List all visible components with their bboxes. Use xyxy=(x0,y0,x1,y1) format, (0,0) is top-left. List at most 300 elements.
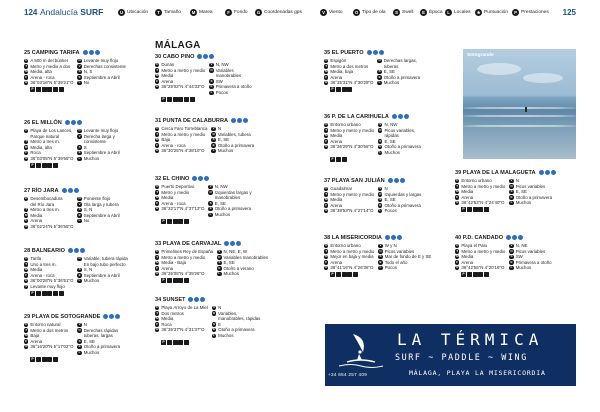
attribute-letter-icon: G xyxy=(325,208,328,213)
facility-icon xyxy=(36,291,41,296)
detail-text: Espigón xyxy=(330,58,347,63)
star-icon xyxy=(231,118,236,123)
facility-icon xyxy=(178,340,183,345)
spot-card xyxy=(155,53,252,102)
spot-name: 29 PLAYA DE SOTOGRANDE xyxy=(24,313,101,320)
detail-text: Metro a metro y medio xyxy=(330,248,375,254)
spot-card xyxy=(324,177,421,214)
legend-item xyxy=(155,9,181,16)
detail-text: Arena xyxy=(330,138,343,144)
rating-stars xyxy=(224,241,241,246)
attribute-letter-icon: F xyxy=(156,321,159,326)
facilities-icons xyxy=(461,207,556,212)
cloud-shape xyxy=(523,73,563,83)
attribute-letter-icon: O xyxy=(78,196,81,200)
star-icon xyxy=(400,178,405,183)
spot-card xyxy=(324,49,420,92)
detail-text: Media xyxy=(161,316,174,322)
attribute-letter-icon: S xyxy=(78,338,81,343)
detail-text: Derechas rápidas xyxy=(83,327,119,333)
legend-letter-icon: V xyxy=(320,9,327,16)
attribute-letter-icon: G xyxy=(25,80,28,85)
spot-details xyxy=(24,256,128,290)
detail-text: N, NW xyxy=(214,184,228,189)
attribute-letter-icon: U xyxy=(325,243,328,247)
attribute-letter-icon: E xyxy=(379,259,382,264)
spot-name: 37 PLAYA SAN JULIÁN xyxy=(324,177,385,184)
facility-icon xyxy=(178,97,183,102)
detail-text: E, SE xyxy=(384,138,396,144)
attribute-letter-icon: V xyxy=(379,186,382,190)
attribute-letter-icon: M xyxy=(324,69,328,74)
attribute-letter-icon: S xyxy=(379,138,382,143)
detail-row xyxy=(24,344,73,350)
attribute-letter-icon: M xyxy=(324,254,328,259)
facility-icon xyxy=(184,340,189,345)
detail-row xyxy=(212,333,261,339)
attribute-letter-icon: O xyxy=(218,254,221,259)
detail-text: Metro y medio a dos xyxy=(30,63,71,69)
facility-icon: P xyxy=(462,207,465,212)
detail-text: 36°02'24"N 5°36'55"O xyxy=(30,223,74,229)
facility-icon xyxy=(347,87,352,92)
star-icon xyxy=(518,235,523,240)
detail-text: Otoño a primavera xyxy=(384,202,421,208)
attribute-letter-icon: F xyxy=(25,74,28,79)
detail-row xyxy=(24,156,73,162)
spot-details xyxy=(155,62,252,96)
attribute-letter-icon: L xyxy=(212,148,215,153)
attribute-letter-icon: F xyxy=(25,150,28,155)
detail-text: Primavera a otoño xyxy=(215,84,252,90)
detail-row xyxy=(378,265,431,271)
detail-text: Variables, tubera xyxy=(217,131,251,137)
detail-column xyxy=(155,184,204,218)
detail-text: Arena - roca xyxy=(161,200,186,206)
facility-icon xyxy=(467,207,472,212)
legend-letter-icon: T xyxy=(155,9,162,16)
attribute-letter-icon: T xyxy=(156,310,159,315)
detail-column xyxy=(378,186,421,214)
star-icon xyxy=(230,241,235,246)
detail-text: Muchos xyxy=(383,80,400,86)
facility-icon xyxy=(184,278,189,283)
detail-text: Muchos xyxy=(218,332,234,338)
detail-row xyxy=(208,212,251,218)
detail-text: Levante muy flojo xyxy=(83,128,119,133)
legend-letter-icon: G xyxy=(256,10,261,15)
spot-details xyxy=(324,186,421,214)
attribute-letter-icon: S xyxy=(210,78,213,83)
attribute-letter-icon: O xyxy=(510,183,513,188)
detail-text: Media xyxy=(330,133,343,139)
attribute-letter-icon: M xyxy=(155,137,159,142)
detail-text: Derechas consistente xyxy=(83,63,126,69)
star-icon xyxy=(512,235,517,240)
legend-letter-icon: F xyxy=(225,9,232,16)
legend-item xyxy=(512,9,549,16)
detail-text: No xyxy=(83,80,90,86)
spot-details xyxy=(455,243,552,271)
star-icon xyxy=(80,248,85,253)
attribute-letter-icon: M xyxy=(324,133,328,138)
detail-text: E, SE xyxy=(515,189,527,195)
facility-icon xyxy=(178,219,183,224)
detail-text: Tarifa xyxy=(30,256,42,261)
detail-text: Mejor en baja y media xyxy=(330,254,374,260)
facility-icon xyxy=(184,219,189,224)
legend-label: Prestaciones xyxy=(521,10,549,15)
attribute-letter-icon: E xyxy=(78,344,81,349)
detail-text: Todo el año xyxy=(384,259,408,265)
detail-text: Primelines Rey de España xyxy=(161,249,214,254)
detail-text: Metro y metro y medio xyxy=(330,127,375,133)
facility-icon xyxy=(167,219,172,224)
detail-text: Metro a metro y medio xyxy=(461,183,506,189)
detail-text: Playa de Los Lances, xyxy=(30,128,73,133)
attribute-letter-icon: E xyxy=(218,265,221,270)
legend-item xyxy=(320,9,343,16)
star-icon xyxy=(68,188,73,193)
detail-text: Muchos xyxy=(83,155,100,161)
cloud-shape xyxy=(477,63,521,75)
photo-caption: Sotogrande xyxy=(467,53,494,58)
detail-text: Izquierdas largas y xyxy=(214,189,252,195)
attribute-letter-icon: V xyxy=(209,184,212,188)
detail-text: N xyxy=(218,305,222,310)
facilities-icons xyxy=(161,97,252,102)
attribute-letter-icon: V xyxy=(25,283,28,288)
attribute-letter-icon: L xyxy=(210,89,213,94)
facility-icon: P xyxy=(31,87,34,92)
attribute-letter-icon: F xyxy=(25,218,28,223)
rating-stars xyxy=(68,248,85,253)
wave-line xyxy=(463,115,576,117)
attribute-letter-icon: U xyxy=(325,58,328,62)
attribute-letter-icon: G xyxy=(156,271,159,276)
star-icon xyxy=(74,248,79,253)
detail-text: Media xyxy=(30,212,43,218)
spot-name: 36 P. DE LA CARIHUELA xyxy=(324,113,389,120)
detail-text: Entorno natural xyxy=(30,322,61,327)
detail-text: Media xyxy=(161,73,174,79)
star-icon xyxy=(224,241,229,246)
detail-text: Septiembre a Abril xyxy=(83,212,120,218)
spot-title xyxy=(155,175,252,182)
legend-label: Swell xyxy=(402,10,414,15)
detail-row xyxy=(155,271,213,277)
facility-icon xyxy=(467,272,472,277)
attribute-letter-icon: U xyxy=(156,184,159,188)
wing-surfer-logo-icon xyxy=(333,330,387,370)
detail-column xyxy=(377,58,420,86)
attribute-letter-icon: G xyxy=(325,265,328,270)
detail-text: 36°16'20"N 5°17'02"O xyxy=(30,344,74,350)
detail-row xyxy=(209,90,251,96)
attribute-letter-icon: L xyxy=(218,271,221,276)
star-icon xyxy=(103,314,108,319)
attribute-letter-icon: E xyxy=(78,212,81,217)
spot-card xyxy=(24,313,120,362)
attribute-letter-icon: O xyxy=(209,189,212,194)
page-number-left: 124 xyxy=(24,8,38,17)
attribute-letter-icon: V xyxy=(78,63,81,68)
wave-line xyxy=(463,125,576,127)
spot-name: 35 EL PUERTO xyxy=(324,49,364,56)
detail-text: E, SE xyxy=(223,260,235,266)
attribute-letter-icon: G xyxy=(456,200,459,205)
detail-row xyxy=(77,350,120,356)
detail-text: Variables, xyxy=(218,310,238,316)
detail-text: Baja xyxy=(161,137,171,143)
attribute-letter-icon: E xyxy=(210,84,213,89)
detail-text: Parque natural xyxy=(30,133,60,139)
legend-letter-icon: S xyxy=(393,9,400,16)
detail-text: 36°03'05"N 5°39'55"O xyxy=(30,155,74,161)
attribute-letter-icon: U xyxy=(156,305,159,309)
detail-text: manobrables, rápidas xyxy=(218,316,261,322)
detail-text: Metro a dos metros xyxy=(330,63,369,69)
attribute-letter-icon: O xyxy=(379,127,382,132)
detail-text: E, SE xyxy=(384,197,396,203)
star-icon xyxy=(194,297,199,302)
attribute-letter-icon: G xyxy=(25,155,28,160)
facility-icon: P xyxy=(162,340,165,345)
star-icon xyxy=(539,170,544,175)
detail-text: 36°41'16"N 4°26'36"O xyxy=(330,265,374,271)
attribute-letter-icon: M xyxy=(24,69,28,74)
detail-row xyxy=(155,84,205,90)
facility-icon: P xyxy=(331,157,334,162)
detail-column xyxy=(77,322,120,356)
star-icon xyxy=(109,314,114,319)
spot-card xyxy=(24,119,120,168)
ad-brand-name: LA TÉRMICA xyxy=(397,330,544,349)
legend-item xyxy=(475,9,508,16)
star-icon xyxy=(385,235,390,240)
facility-icon xyxy=(53,291,58,296)
star-icon xyxy=(551,170,556,175)
spot-title xyxy=(155,53,252,60)
detail-text: Media, alta xyxy=(30,69,52,75)
legend-item xyxy=(190,9,213,16)
spot-title xyxy=(155,296,260,303)
attribute-letter-icon: O xyxy=(379,248,382,253)
detail-text: Metro a tres m. xyxy=(30,207,60,213)
detail-text: Metro a metro y medio xyxy=(161,131,206,137)
attribute-letter-icon: V xyxy=(78,322,81,326)
detail-text: Otoño a primavera xyxy=(214,206,252,212)
spot-details xyxy=(24,128,120,162)
detail-text: 36°00'28"N 5°36'51"O xyxy=(30,278,74,284)
attribute-letter-icon: U xyxy=(25,322,28,326)
detail-column xyxy=(77,58,126,86)
attribute-letter-icon: S xyxy=(78,69,81,74)
detail-column xyxy=(24,196,73,230)
legend-label: Marea xyxy=(199,10,213,15)
detail-text: Levante muy flojo xyxy=(30,283,65,289)
rating-stars xyxy=(231,118,248,123)
attribute-letter-icon: T xyxy=(325,248,328,253)
detail-text: Pocos xyxy=(384,265,397,271)
detail-text: Cerca Faro Torreblanca xyxy=(161,126,208,131)
facility-icon xyxy=(342,157,347,162)
detail-column xyxy=(217,249,268,277)
detail-text: Media xyxy=(161,195,174,201)
detail-column xyxy=(212,305,261,339)
attribute-letter-icon: L xyxy=(378,80,381,85)
detail-text: Picos variables, xyxy=(384,127,416,133)
star-icon xyxy=(77,120,82,125)
attribute-letter-icon: O xyxy=(78,58,81,62)
star-icon xyxy=(89,50,94,55)
attribute-letter-icon: V xyxy=(510,243,513,247)
detail-row xyxy=(324,80,373,86)
detail-text: A 500 m del búnker xyxy=(30,58,69,63)
attribute-letter-icon: M xyxy=(155,316,159,321)
legend-label: Tipo de ola xyxy=(362,10,386,15)
star-icon xyxy=(115,314,120,319)
detail-text: Pocos xyxy=(384,208,397,214)
facility-icon xyxy=(42,87,47,92)
attribute-letter-icon: V xyxy=(212,126,215,130)
attribute-letter-icon: V xyxy=(218,249,221,253)
la-termica-ad[interactable] xyxy=(325,324,576,386)
attribute-letter-icon: T xyxy=(156,189,159,194)
attribute-letter-icon: U xyxy=(156,126,159,130)
facility-icon xyxy=(478,207,483,212)
spot-card xyxy=(24,49,126,92)
star-icon xyxy=(192,176,197,181)
spot-details xyxy=(324,243,431,271)
spot-name: 38 LA MISERICORDIA xyxy=(324,234,382,241)
detail-column xyxy=(77,256,128,290)
facility-icon xyxy=(173,278,178,283)
star-icon xyxy=(545,170,550,175)
legend-label: Fondo xyxy=(234,10,248,15)
detail-text: Baja xyxy=(30,333,40,339)
attribute-letter-icon: L xyxy=(379,265,382,270)
attribute-letter-icon: F xyxy=(456,259,459,264)
detail-text: W y N xyxy=(384,243,397,248)
detail-text: Metro a tres m. xyxy=(30,139,60,145)
spot-title xyxy=(24,247,128,254)
attribute-letter-icon: G xyxy=(325,80,328,85)
facility-icon xyxy=(53,87,58,92)
attribute-letter-icon: V xyxy=(210,62,213,66)
detail-column xyxy=(209,62,251,96)
rating-stars xyxy=(62,188,79,193)
rating-stars xyxy=(83,50,100,55)
facility-icon xyxy=(473,272,478,277)
detail-text: Arena xyxy=(161,265,174,271)
detail-text: Roca xyxy=(30,150,41,156)
detail-text: Puerto Deportivo xyxy=(161,184,195,189)
detail-text: N xyxy=(83,322,87,327)
detail-text: N, S xyxy=(83,69,93,75)
spot-title xyxy=(324,177,421,184)
facility-icon xyxy=(347,272,352,277)
facility-icon xyxy=(342,87,347,92)
ad-tagline: SURF ~ PADDLE ~ WING xyxy=(395,352,528,362)
detail-row xyxy=(77,80,126,86)
facility-icon xyxy=(59,87,64,92)
legend-label: Tamaño xyxy=(164,10,182,15)
detail-text: S, N xyxy=(83,207,93,213)
attribute-letter-icon: U xyxy=(456,178,459,182)
spot-details xyxy=(324,122,421,156)
attribute-letter-icon: M xyxy=(24,333,28,338)
legend-item xyxy=(420,9,443,16)
detail-column xyxy=(378,122,421,156)
facility-icon xyxy=(173,97,178,102)
detail-row xyxy=(509,265,551,271)
attribute-letter-icon: V xyxy=(510,178,513,182)
detail-text: Muchos xyxy=(223,271,239,277)
legend-label: Época xyxy=(429,10,443,15)
facility-icon xyxy=(36,163,41,168)
detail-row xyxy=(324,144,374,150)
detail-text: Picos variables xyxy=(384,248,415,254)
detail-text: rápidas xyxy=(384,133,399,139)
detail-text: Arena xyxy=(30,218,43,224)
attribute-letter-icon: G xyxy=(456,265,459,270)
star-icon xyxy=(74,188,79,193)
detail-text: 36°42'56"N 4°20'16"O xyxy=(461,265,505,271)
facility-icon xyxy=(336,157,341,162)
detail-text: Septiembre a Abril xyxy=(83,74,120,80)
attribute-letter-icon: M xyxy=(324,197,328,202)
facilities-icons xyxy=(161,278,268,283)
detail-column xyxy=(509,243,551,271)
detail-text: Playa Arroyo de La Miel xyxy=(161,305,208,310)
detail-column xyxy=(324,243,374,271)
detail-text: Guadalmar xyxy=(330,186,353,191)
spot-title xyxy=(24,313,120,320)
attribute-letter-icon: G xyxy=(325,144,328,149)
attribute-letter-icon: O xyxy=(78,256,81,260)
facility-icon xyxy=(178,278,183,283)
star-icon xyxy=(237,118,242,123)
facility-icon xyxy=(47,291,52,296)
detail-row xyxy=(155,148,207,154)
spot-title xyxy=(455,234,552,241)
attribute-letter-icon: F xyxy=(156,142,159,147)
spot-name: 39 PLAYA DE LA MALAGUETA xyxy=(455,169,536,176)
attribute-letter-icon: V xyxy=(379,122,382,126)
detail-text: Media, baja xyxy=(330,69,354,75)
facilities-icons xyxy=(330,87,420,92)
detail-text: Dunas xyxy=(161,62,175,67)
star-icon xyxy=(394,178,399,183)
sotogrande-photo xyxy=(463,49,576,159)
detail-text: Media - Baja xyxy=(161,260,187,266)
facility-icon xyxy=(484,207,489,212)
spot-details xyxy=(324,58,420,86)
detail-text: Media xyxy=(330,197,343,203)
facility-icon xyxy=(336,87,341,92)
attribute-letter-icon: F xyxy=(156,200,159,205)
detail-text: Muchos xyxy=(83,349,100,355)
detail-text: Arena xyxy=(30,338,43,344)
detail-text: Roca xyxy=(161,321,172,327)
star-icon xyxy=(373,50,378,55)
detail-text: N, NW xyxy=(384,122,398,127)
rating-stars xyxy=(197,54,214,59)
detail-text: Arena xyxy=(330,74,343,80)
attribute-letter-icon: M xyxy=(155,73,159,78)
detail-text: E xyxy=(218,321,222,327)
